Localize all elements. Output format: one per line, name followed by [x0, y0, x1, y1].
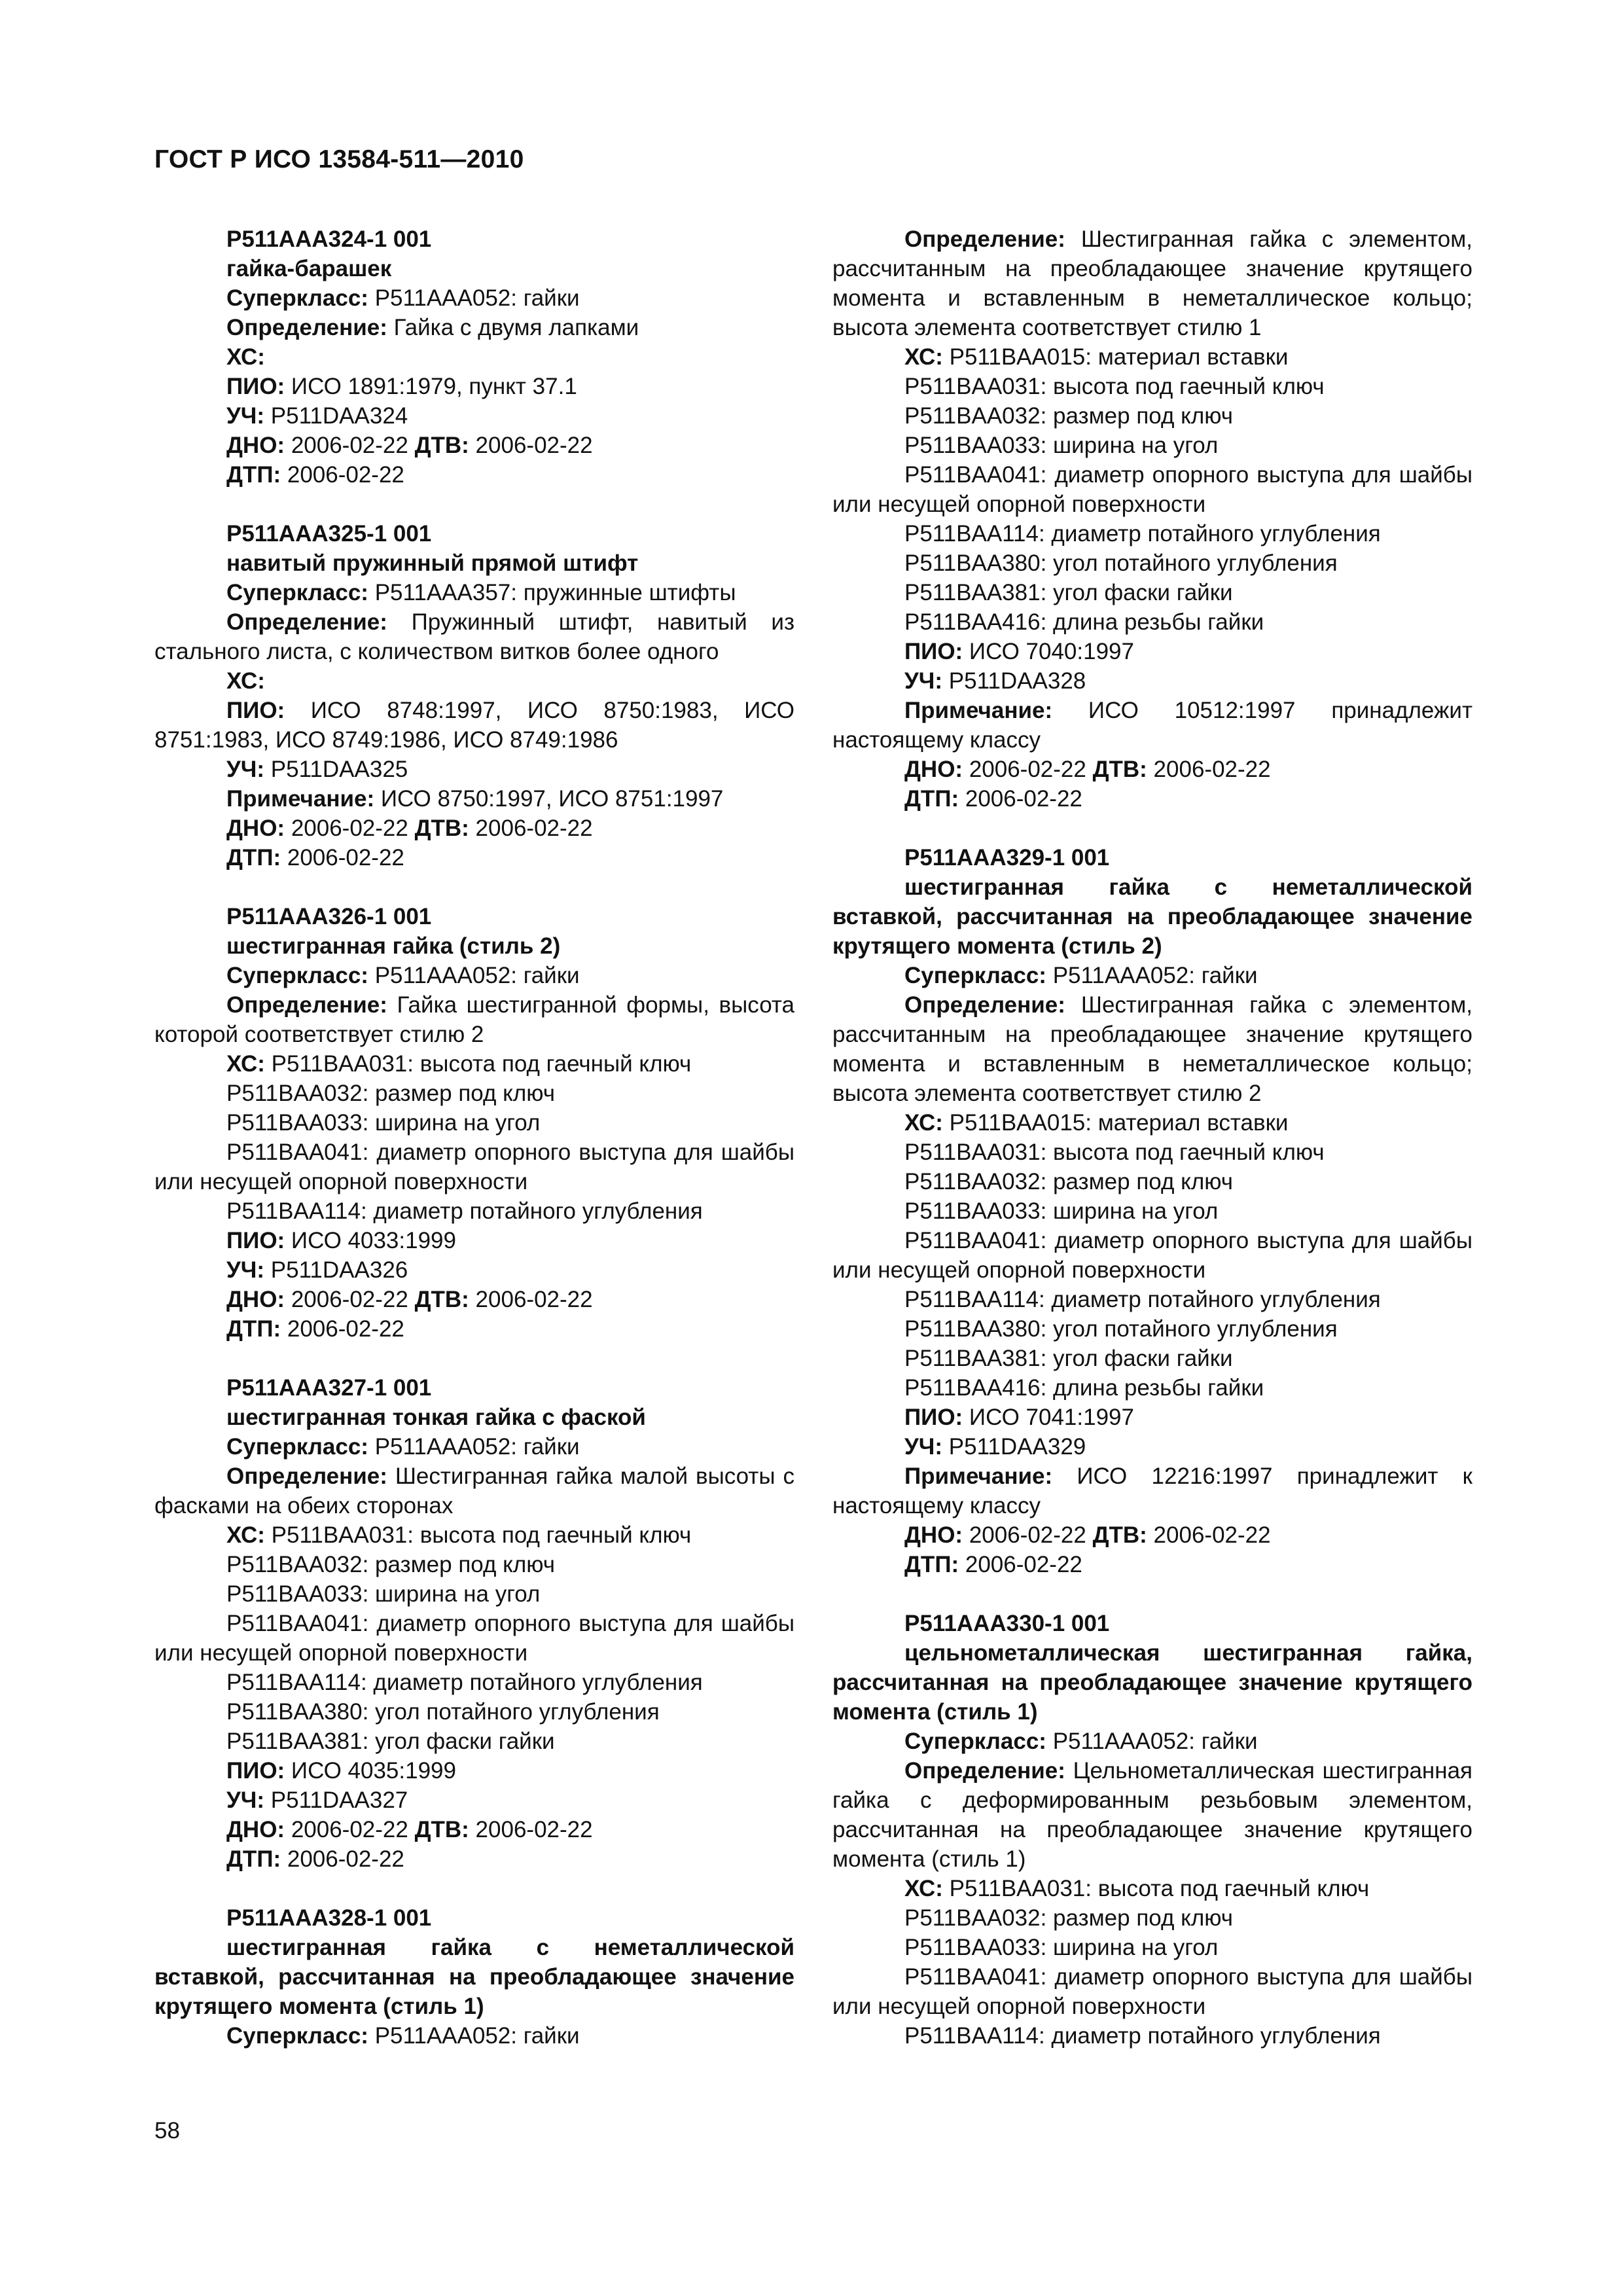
dtp-value: 2006-02-22	[281, 845, 404, 870]
superclass-line	[154, 578, 794, 607]
superclass-label: Суперкласс:	[226, 1434, 368, 1460]
dtp-line	[154, 843, 794, 872]
definition-paragraph	[832, 990, 1472, 1108]
dtv-value: 2006-02-22	[469, 1287, 593, 1312]
dtv-label: ДТВ:	[414, 816, 469, 841]
property-item: P511BAA033: ширина на угол	[226, 1581, 541, 1607]
dtp-line	[832, 784, 1472, 814]
superclass-value: P511AAA052: гайки	[368, 963, 580, 988]
property-item: P511BAA114: диаметр потайного углубления	[226, 1670, 703, 1695]
definition-paragraph	[832, 1756, 1472, 1874]
superclass-line	[154, 2021, 794, 2051]
entry-p511aaa329	[832, 843, 1472, 1579]
definition-paragraph	[832, 224, 1472, 342]
pio-value: ИСО 1891:1979, пункт 37.1	[285, 374, 577, 399]
uch-line	[154, 1255, 794, 1285]
dtv-value: 2006-02-22	[1147, 1522, 1271, 1548]
page-number: 58	[154, 2118, 180, 2144]
xc-label: ХС:	[904, 344, 943, 370]
uch-line	[832, 666, 1472, 696]
superclass-value: P511AAA052: гайки	[1046, 1729, 1258, 1754]
uch-value: P511DAA325	[264, 757, 408, 782]
superclass-value: P511AAA052: гайки	[368, 1434, 580, 1460]
right-column	[832, 224, 1472, 2051]
entry-p511aaa326	[154, 902, 794, 1344]
uch-value: P511DAA326	[264, 1257, 408, 1283]
dtv-label: ДТВ:	[414, 1287, 469, 1312]
entry-name: гайка-барашек	[226, 256, 392, 281]
entry-name: цельнометаллическая шестигранная гайка, рассчитанная на преобладающее значение крутящего момента (стиль 1)	[832, 1640, 1472, 1725]
entry-name: шестигранная гайка с неметаллической вставкой, рассчитанная на преобладающее значение крутящего момента (стиль 2)	[832, 874, 1472, 959]
property-item: P511BAA032: размер под ключ	[904, 403, 1233, 429]
entry-p511aaa327	[154, 1373, 794, 1874]
dtv-label: ДТВ:	[414, 433, 469, 458]
dtv-label: ДТВ:	[1092, 1522, 1147, 1548]
property-item: P511BAA032: размер под ключ	[226, 1552, 555, 1577]
property-item: P511BAA033: ширина на угол	[904, 1935, 1219, 1960]
entry-code: P511AAA329-1 001	[904, 845, 1110, 870]
note-value: ИСО 10512:1997 принадлежит настоящему классу	[832, 698, 1472, 753]
entry-name: шестигранная тонкая гайка с фаской	[226, 1405, 646, 1430]
dno-label: ДНО:	[226, 1817, 285, 1842]
pio-label: ПИО:	[904, 639, 963, 664]
pio-label: ПИО:	[226, 698, 285, 723]
property-item: P511BAA041: диаметр опорного выступа для шайбы или несущей опорной поверхности	[154, 1611, 794, 1666]
superclass-line	[832, 1727, 1472, 1756]
pio-label: ПИО:	[226, 374, 285, 399]
entry-p511aaa325	[154, 519, 794, 872]
definition-value: Гайка шестигранной формы, высота которой соответствует стилю 2	[154, 992, 794, 1047]
definition-paragraph	[154, 990, 794, 1049]
definition-label: Определение:	[904, 226, 1065, 252]
definition-value: Шестигранная гайка с элементом, рассчитанным на преобладающее значение крутящего момента и вставленным в неметаллическое кольцо; высота элемента соответствует стилю 2	[832, 992, 1472, 1106]
property-item: P511BAA381: угол фаски гайки	[904, 1346, 1233, 1371]
definition-value: Пружинный штифт, навитый из стального листа, с количеством витков более одного	[154, 609, 794, 664]
definition-line	[154, 313, 794, 342]
uch-line	[154, 401, 794, 431]
dno-label: ДНО:	[904, 757, 963, 782]
dno-value: 2006-02-22	[285, 1287, 415, 1312]
dates-line	[154, 431, 794, 460]
property-item: P511BAA031: высота под гаечный ключ	[904, 374, 1325, 399]
dno-value: 2006-02-22	[963, 757, 1093, 782]
xc-value: P511BAA031: высота под гаечный ключ	[264, 1522, 692, 1548]
definition-label: Определение:	[904, 1758, 1065, 1784]
entry-name: шестигранная гайка (стиль 2)	[226, 933, 561, 959]
xc-value: P511BAA031: высота под гаечный ключ	[942, 1876, 1370, 1901]
dno-value: 2006-02-22	[285, 1817, 415, 1842]
xc-line	[832, 1108, 1472, 1138]
entry-p511aaa324	[154, 224, 794, 490]
xc-line	[832, 342, 1472, 372]
xc-label: ХС:	[226, 668, 265, 694]
dno-label: ДНО:	[904, 1522, 963, 1548]
dtp-label: ДТП:	[226, 1846, 281, 1872]
dates-line	[154, 1285, 794, 1314]
property-item: P511BAA114: диаметр потайного углубления	[904, 2023, 1381, 2049]
note-label: Примечание:	[904, 698, 1053, 723]
superclass-label: Суперкласс:	[904, 963, 1046, 988]
property-item: P511BAA041: диаметр опорного выступа для шайбы или несущей опорной поверхности	[154, 1139, 794, 1194]
superclass-value: P511AAA357: пружинные штифты	[368, 580, 736, 605]
xc-line	[832, 1874, 1472, 1903]
dtp-value: 2006-02-22	[281, 462, 404, 488]
pio-value: ИСО 7040:1997	[963, 639, 1134, 664]
property-item: P511BAA032: размер под ключ	[226, 1081, 555, 1106]
dtv-label: ДТВ:	[1092, 757, 1147, 782]
note-paragraph	[832, 1462, 1472, 1520]
dtp-value: 2006-02-22	[281, 1316, 404, 1342]
uch-line	[832, 1432, 1472, 1462]
xc-label: ХС:	[226, 344, 265, 370]
pio-value: ИСО 4035:1999	[285, 1758, 456, 1784]
dates-line	[154, 1815, 794, 1844]
entry-p511aaa328	[154, 1903, 794, 2051]
uch-value: P511DAA327	[264, 1787, 408, 1813]
uch-line	[154, 755, 794, 784]
dtv-value: 2006-02-22	[469, 433, 593, 458]
property-item: P511BAA114: диаметр потайного углубления	[904, 1287, 1381, 1312]
note-label: Примечание:	[904, 1463, 1053, 1489]
uch-label: УЧ:	[904, 668, 943, 694]
note-value: ИСО 12216:1997 принадлежит к настоящему классу	[832, 1463, 1472, 1518]
entry-code: P511AAA324-1 001	[226, 226, 432, 252]
pio-label: ПИО:	[226, 1228, 285, 1253]
note-label: Примечание:	[226, 786, 375, 812]
dtv-value: 2006-02-22	[1147, 757, 1271, 782]
superclass-label: Суперкласс:	[226, 963, 368, 988]
uch-label: УЧ:	[226, 1257, 265, 1283]
uch-label: УЧ:	[226, 757, 265, 782]
superclass-line	[154, 1432, 794, 1462]
property-item: P511BAA032: размер под ключ	[904, 1169, 1233, 1194]
entry-code: P511AAA327-1 001	[226, 1375, 432, 1401]
xc-line	[154, 1049, 794, 1079]
uch-label: УЧ:	[904, 1434, 943, 1460]
property-item: P511BAA041: диаметр опорного выступа для шайбы или несущей опорной поверхности	[832, 1964, 1472, 2019]
definition-paragraph	[154, 607, 794, 666]
superclass-label: Суперкласс:	[904, 1729, 1046, 1754]
property-item: P511BAA416: длина резьбы гайки	[904, 1375, 1264, 1401]
dtv-value: 2006-02-22	[469, 1817, 593, 1842]
dtp-line	[154, 1844, 794, 1874]
document-header: ГОСТ Р ИСО 13584-511—2010	[154, 145, 524, 173]
pio-label: ПИО:	[226, 1758, 285, 1784]
dtv-label: ДТВ:	[414, 1817, 469, 1842]
entry-code: P511AAA328-1 001	[226, 1905, 432, 1931]
dtp-line	[832, 1550, 1472, 1579]
dtv-value: 2006-02-22	[469, 816, 593, 841]
superclass-label: Суперкласс:	[226, 580, 368, 605]
dno-value: 2006-02-22	[285, 816, 415, 841]
definition-label: Определение:	[226, 1463, 387, 1489]
note-paragraph	[832, 696, 1472, 755]
property-item: P511BAA380: угол потайного углубления	[226, 1699, 660, 1725]
xc-label: ХС:	[226, 1522, 265, 1548]
property-item: P511BAA114: диаметр потайного углубления	[226, 1198, 703, 1224]
pio-line	[154, 1756, 794, 1785]
definition-label: Определение:	[226, 609, 387, 635]
dates-line	[832, 1520, 1472, 1550]
pio-line	[154, 1226, 794, 1255]
definition-paragraph	[154, 1462, 794, 1520]
property-item: P511BAA032: размер под ключ	[904, 1905, 1233, 1931]
definition-value: Цельнометаллическая шестигранная гайка с деформированным резьбовым элементом, рассчитанная на преобладающее значение крутящего момента (стиль 1)	[832, 1758, 1472, 1872]
property-item: P511BAA031: высота под гаечный ключ	[904, 1139, 1325, 1165]
xc-label: ХС:	[904, 1876, 943, 1901]
note-line	[154, 784, 794, 814]
property-item: P511BAA033: ширина на угол	[226, 1110, 541, 1136]
definition-label: Определение:	[226, 315, 387, 340]
pio-line	[832, 1403, 1472, 1432]
xc-label: ХС:	[904, 1110, 943, 1136]
entry-name: шестигранная гайка с неметаллической вставкой, рассчитанная на преобладающее значение крутящего момента (стиль 1)	[154, 1935, 794, 2019]
entry-p511aaa328-continued	[832, 224, 1472, 814]
entry-name: навитый пружинный прямой штифт	[226, 550, 639, 576]
pio-value: ИСО 4033:1999	[285, 1228, 456, 1253]
dtp-label: ДТП:	[904, 1552, 959, 1577]
pio-label: ПИО:	[904, 1405, 963, 1430]
superclass-line	[832, 961, 1472, 990]
dtp-value: 2006-02-22	[281, 1846, 404, 1872]
note-value: ИСО 8750:1997, ИСО 8751:1997	[374, 786, 724, 812]
property-item: P511BAA381: угол фаски гайки	[226, 1729, 555, 1754]
left-column	[154, 224, 794, 2051]
dtp-label: ДТП:	[226, 845, 281, 870]
definition-label: Определение:	[904, 992, 1065, 1018]
uch-label: УЧ:	[226, 1787, 265, 1813]
dtp-label: ДТП:	[226, 1316, 281, 1342]
dno-label: ДНО:	[226, 1287, 285, 1312]
uch-line	[154, 1785, 794, 1815]
dtp-value: 2006-02-22	[959, 786, 1082, 812]
dtp-line	[154, 460, 794, 490]
entry-code: P511AAA326-1 001	[226, 904, 432, 929]
property-item: P511BAA033: ширина на угол	[904, 433, 1219, 458]
property-item: P511BAA033: ширина на угол	[904, 1198, 1219, 1224]
property-item: P511BAA380: угол потайного углубления	[904, 1316, 1338, 1342]
dno-value: 2006-02-22	[285, 433, 415, 458]
property-item: P511BAA041: диаметр опорного выступа для шайбы или несущей опорной поверхности	[832, 462, 1472, 517]
dates-line	[832, 755, 1472, 784]
entry-code: P511AAA325-1 001	[226, 521, 432, 547]
dtp-line	[154, 1314, 794, 1344]
xc-line	[154, 1520, 794, 1550]
dno-value: 2006-02-22	[963, 1522, 1093, 1548]
property-item: P511BAA114: диаметр потайного углубления	[904, 521, 1381, 547]
dtp-label: ДТП:	[226, 462, 281, 488]
dno-label: ДНО:	[226, 433, 285, 458]
property-item: P511BAA416: длина резьбы гайки	[904, 609, 1264, 635]
definition-label: Определение:	[226, 992, 387, 1018]
superclass-value: P511AAA052: гайки	[368, 2023, 580, 2049]
dates-line	[154, 814, 794, 843]
superclass-label: Суперкласс:	[226, 2023, 368, 2049]
xc-label: ХС:	[226, 1051, 265, 1077]
definition-value: Шестигранная гайка малой высоты с фасками на обеих сторонах	[154, 1463, 794, 1518]
definition-value: Шестигранная гайка с элементом, рассчитанным на преобладающее значение крутящего момента и вставленным в неметаллическое кольцо; высота элемента соответствует стилю 1	[832, 226, 1472, 340]
pio-value: ИСО 8748:1997, ИСО 8750:1983, ИСО 8751:1983, ИСО 8749:1986, ИСО 8749:1986	[154, 698, 794, 753]
definition-value: Гайка с двумя лапками	[387, 315, 639, 340]
superclass-value: P511AAA052: гайки	[1046, 963, 1258, 988]
property-item: P511BAA381: угол фаски гайки	[904, 580, 1233, 605]
pio-value: ИСО 7041:1997	[963, 1405, 1134, 1430]
uch-label: УЧ:	[226, 403, 265, 429]
uch-value: P511DAA328	[942, 668, 1086, 694]
property-item: P511BAA041: диаметр опорного выступа для шайбы или несущей опорной поверхности	[832, 1228, 1472, 1283]
property-item: P511BAA380: угол потайного углубления	[904, 550, 1338, 576]
superclass-value: P511AAA052: гайки	[368, 285, 580, 311]
xc-value: P511BAA031: высота под гаечный ключ	[264, 1051, 692, 1077]
superclass-label: Суперкласс:	[226, 285, 368, 311]
dtp-label: ДТП:	[904, 786, 959, 812]
dtp-value: 2006-02-22	[959, 1552, 1082, 1577]
dno-label: ДНО:	[226, 816, 285, 841]
entry-code: P511AAA330-1 001	[904, 1611, 1110, 1636]
pio-paragraph	[154, 696, 794, 755]
superclass-line	[154, 283, 794, 313]
uch-value: P511DAA324	[264, 403, 408, 429]
pio-line	[154, 372, 794, 401]
pio-line	[832, 637, 1472, 666]
xc-value: P511BAA015: материал вставки	[942, 344, 1289, 370]
superclass-line	[154, 961, 794, 990]
xc-value: P511BAA015: материал вставки	[942, 1110, 1289, 1136]
entry-p511aaa330	[832, 1609, 1472, 2051]
uch-value: P511DAA329	[942, 1434, 1086, 1460]
